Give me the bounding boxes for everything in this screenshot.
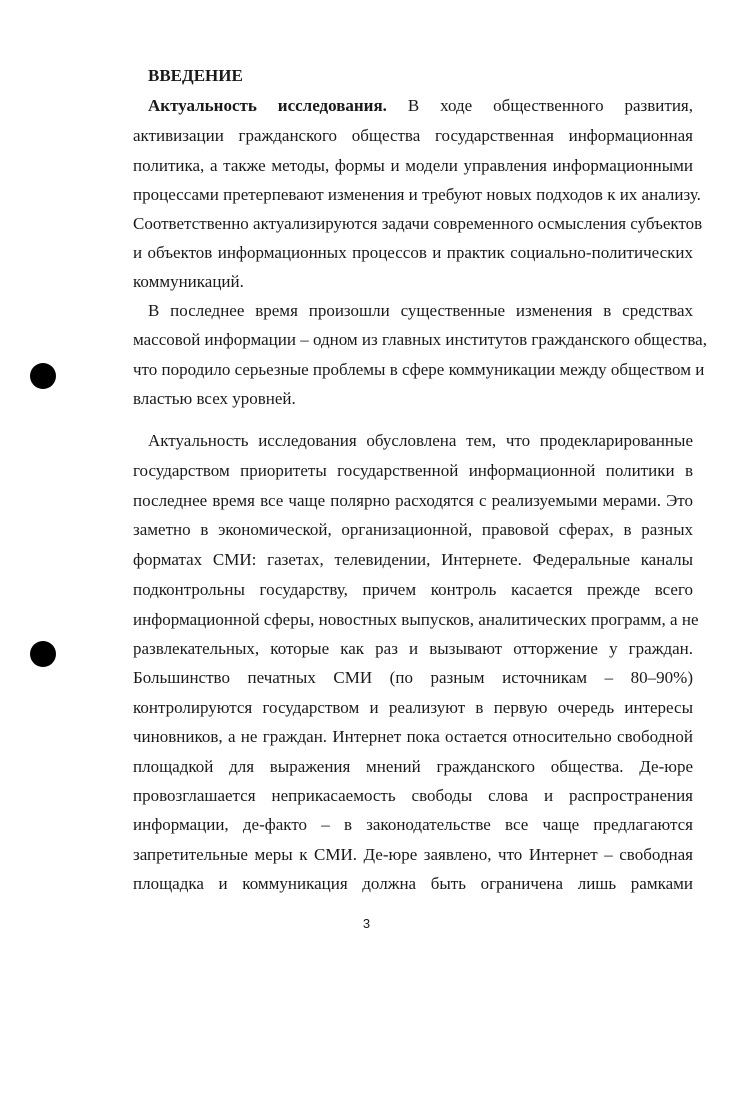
paragraph-line: В последнее время произошли существенные изменения в средствах	[148, 301, 693, 320]
paragraph-line: запретительные меры к СМИ. Де-юре заявлено, что Интернет – свободная	[133, 845, 693, 864]
paragraph-line: Соответственно актуализируются задачи современного осмысления субъектов	[133, 214, 703, 233]
paragraph-line: развлекательных, которые как раз и вызывают отторжение у граждан.	[133, 639, 693, 658]
paragraph-line: коммуникаций.	[133, 272, 244, 291]
paragraph-line	[148, 96, 693, 116]
paragraph-line: форматах СМИ: газетах, телевидении, Интернете. Федеральные каналы	[133, 550, 693, 569]
paragraph-line: властью всех уровней.	[133, 389, 296, 408]
lead-bold-text: Актуальность исследования.	[148, 96, 387, 115]
paragraph-line: контролируются государством и реализуют в первую очередь интересы	[133, 698, 693, 717]
paragraph-line: процессами претерпевают изменения и требуют новых подходов к их анализу.	[133, 185, 701, 204]
paragraph-line: подконтрольны государству, причем контроль касается прежде всего	[133, 580, 693, 599]
paragraph-line: заметно в экономической, организационной, правовой сферах, в разных	[133, 520, 693, 539]
paragraph-line: чиновников, а не граждан. Интернет пока остается относительно свободной	[133, 727, 693, 746]
page-number: 3	[362, 916, 371, 931]
paragraph-line: площадкой для выражения мнений гражданского общества. Де-юре	[133, 757, 693, 776]
paragraph-line: последнее время все чаще полярно расходятся с реализуемыми мерами. Это	[133, 491, 693, 510]
punch-hole-mark	[30, 641, 56, 667]
paragraph-line: что породило серьезные проблемы в сфере коммуникации между обществом и	[133, 360, 705, 379]
paragraph-line: Актуальность исследования обусловлена тем, что продекларированные	[148, 431, 693, 450]
paragraph-line: провозглашается неприкасаемость свободы слова и распространения	[133, 786, 693, 805]
paragraph-line: информации, де-факто – в законодательстве все чаще предлагаются	[133, 815, 693, 834]
paragraph-line: информационной сферы, новостных выпусков, аналитических программ, а не	[133, 610, 699, 629]
paragraph-line: площадка и коммуникация должна быть ограничена лишь рамками	[133, 874, 693, 893]
paragraph-line: государством приоритеты государственной информационной политики в	[133, 461, 693, 480]
paragraph-line: политика, а также методы, формы и модели управления информационными	[133, 156, 693, 175]
paragraph-line: и объектов информационных процессов и практик социально-политических	[133, 243, 693, 262]
paragraph-line: массовой информации – одном из главных институтов гражданского общества,	[133, 330, 707, 349]
lead-rest-text: В ходе общественного развития,	[407, 96, 693, 115]
section-heading: ВВЕДЕНИЕ	[148, 66, 243, 85]
paragraph-line: активизации гражданского общества государственная информационная	[133, 126, 693, 145]
paragraph-line: Большинство печатных СМИ (по разным источникам – 80–90%)	[133, 668, 693, 687]
punch-hole-mark	[30, 363, 56, 389]
